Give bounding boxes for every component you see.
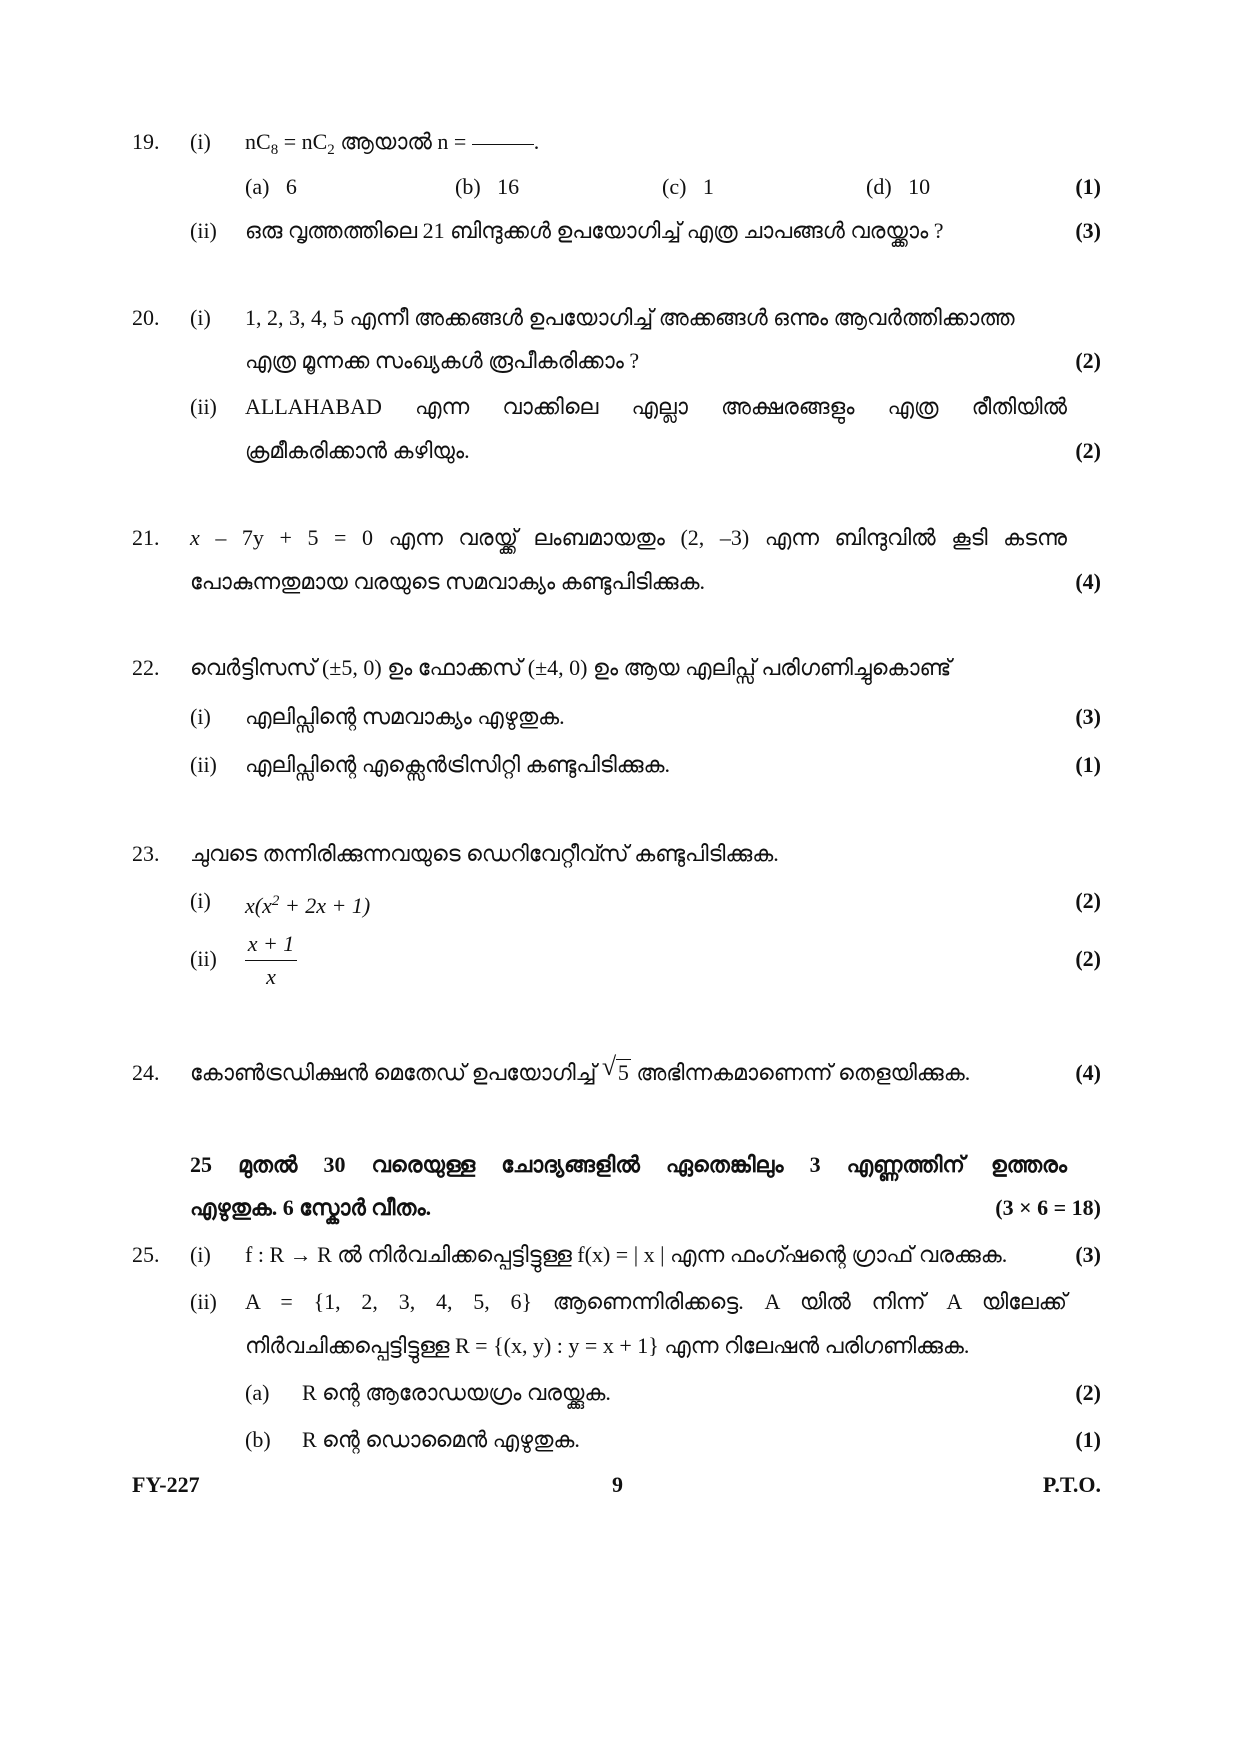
fraction: [245, 930, 297, 991]
please-turn-over: P.T.O.: [1042, 1472, 1101, 1497]
sub-label: (ii): [190, 218, 217, 243]
sub-label: (ii): [190, 394, 217, 419]
sub-label: (i): [190, 1242, 211, 1267]
question-number: 22.: [132, 655, 160, 680]
sub-label: (ii): [190, 752, 217, 777]
question-text: എലിപ്സിന്റെ സമവാക്യം എഴുതുക.: [245, 704, 565, 729]
square-root: √ 5: [601, 1052, 629, 1085]
question-text: x – 7y + 5 = 0 എന്ന വരയ്ക്ക് ലംബമായതും (2, –3) എന്ന ബിന്ദുവിൽ കൂടി കടന്നു: [190, 525, 1067, 550]
question-number: 25.: [132, 1242, 160, 1267]
answer-blank: [472, 144, 534, 145]
question-text: A = {1, 2, 3, 4, 5, 6} ആണെന്നിരിക്കട്ടെ. A യിൽ നിന്ന് A യിലേക്ക്: [245, 1289, 1067, 1314]
paper-code: FY-227: [132, 1472, 200, 1497]
question-text: എലിപ്സിന്റെ എക്സെൻട്രിസിറ്റി കണ്ടുപിടിക്കുക.: [245, 752, 670, 777]
marks: (1): [1075, 1427, 1101, 1452]
question-number: 23.: [132, 841, 160, 866]
question-text: $nC_8 = nC_2$ ആയാൽ n = .: [245, 129, 540, 158]
option-a: (a) 6: [245, 174, 297, 199]
sub-label: (i): [190, 704, 211, 729]
sub-label: (i): [190, 129, 211, 154]
option-c: (c) 1: [662, 174, 714, 199]
marks: (3): [1075, 1242, 1101, 1267]
marks: (4): [1075, 569, 1101, 594]
instruction-text: എഴുതുക. 6 സ്കോർ വീതം.: [190, 1195, 432, 1220]
question-number: 19.: [132, 129, 160, 154]
question-number: 24.: [132, 1060, 160, 1085]
question-text: 1, 2, 3, 4, 5 എന്നീ അക്കങ്ങൾ ഉപയോഗിച്ച് അക്കങ്ങൾ ഒന്നും ആവർത്തിക്കാത്ത: [245, 305, 1015, 330]
expression: $x(x^2 + 2x + 1)$: [245, 893, 371, 918]
marks: (2): [1075, 888, 1101, 913]
sub-label: (i): [190, 305, 211, 330]
sub-label: (i): [190, 888, 211, 913]
sub-label: (b): [245, 1427, 271, 1452]
marks: (1): [1075, 174, 1101, 199]
denominator: x: [266, 964, 276, 989]
question-text: ALLAHABAD എന്ന വാക്കിലെ എല്ലാ അക്ഷരങ്ങളും എത്ര രീതിയിൽ: [245, 394, 1067, 419]
question-text: വെർട്ടിസസ് (±5, 0) ഉം ഫോക്കസ് (±4, 0) ഉം ആയ എലിപ്സ് പരിഗണിച്ചുകൊണ്ട്: [190, 655, 952, 680]
marks: (2): [1075, 348, 1101, 373]
question-text: f : R → R ൽ നിർവചിക്കപ്പെട്ടിട്ടുള്ള f(x) = | x | എന്ന ഫംഗ്ഷന്റെ ഗ്രാഫ് വരക്കുക.: [245, 1242, 1008, 1267]
question-text: എത്ര മൂന്നക്ക സംഖ്യകൾ രൂപീകരിക്കാം ?: [245, 348, 640, 373]
section-marks: (3 × 6 = 18): [995, 1195, 1101, 1220]
marks: (4): [1075, 1060, 1101, 1085]
marks: (1): [1075, 752, 1101, 777]
page-number: 9: [612, 1472, 623, 1497]
sub-label: (ii): [190, 1289, 217, 1314]
fraction-bar: [245, 960, 297, 961]
option-d: (d) 10: [866, 174, 931, 199]
instruction-text: 25 മുതൽ 30 വരെയുള്ള ചോദ്യങ്ങളിൽ ഏതെങ്കിലും 3 എണ്ണത്തിന് ഉത്തരം: [190, 1152, 1067, 1177]
question-text: R ന്റെ ആരോഡയഗ്രം വരയ്ക്കുക.: [302, 1380, 611, 1405]
question-number: 20.: [132, 305, 160, 330]
marks: (3): [1075, 704, 1101, 729]
question-text: R ന്റെ ഡൊമൈൻ എഴുതുക.: [302, 1427, 580, 1452]
question-text: പോകുന്നതുമായ വരയുടെ സമവാക്യം കണ്ടുപിടിക്കുക.: [190, 569, 706, 594]
marks: (2): [1075, 946, 1101, 971]
marks: (2): [1075, 438, 1101, 463]
question-text: കോൺട്രഡിക്ഷൻ മെതേഡ് ഉപയോഗിച്ച് √ 5 അഭിന്നകമാണെന്ന് തെളയിക്കുക.: [190, 1058, 970, 1088]
numerator: x + 1: [247, 931, 295, 956]
question-number: 21.: [132, 525, 160, 550]
question-text: ഒരു വൃത്തത്തിലെ 21 ബിന്ദുക്കൾ ഉപയോഗിച്ച് എത്ര ചാപങ്ങൾ വരയ്ക്കാം ?: [245, 218, 944, 243]
question-text: ക്രമീകരിക്കാൻ കഴിയും.: [245, 438, 470, 463]
sub-label: (a): [245, 1380, 270, 1405]
question-text: നിർവചിക്കപ്പെട്ടിട്ടുള്ള R = {(x, y) : y = x + 1} എന്ന റിലേഷൻ പരിഗണിക്കുക.: [245, 1333, 970, 1358]
sub-label: (ii): [190, 946, 217, 971]
question-text: ചുവടെ തന്നിരിക്കുന്നവയുടെ ഡെറിവേറ്റീവ്സ് കണ്ടുപിടിക്കുക.: [190, 841, 779, 866]
marks: (3): [1075, 218, 1101, 243]
option-b: (b) 16: [455, 174, 520, 199]
marks: (2): [1075, 1380, 1101, 1405]
